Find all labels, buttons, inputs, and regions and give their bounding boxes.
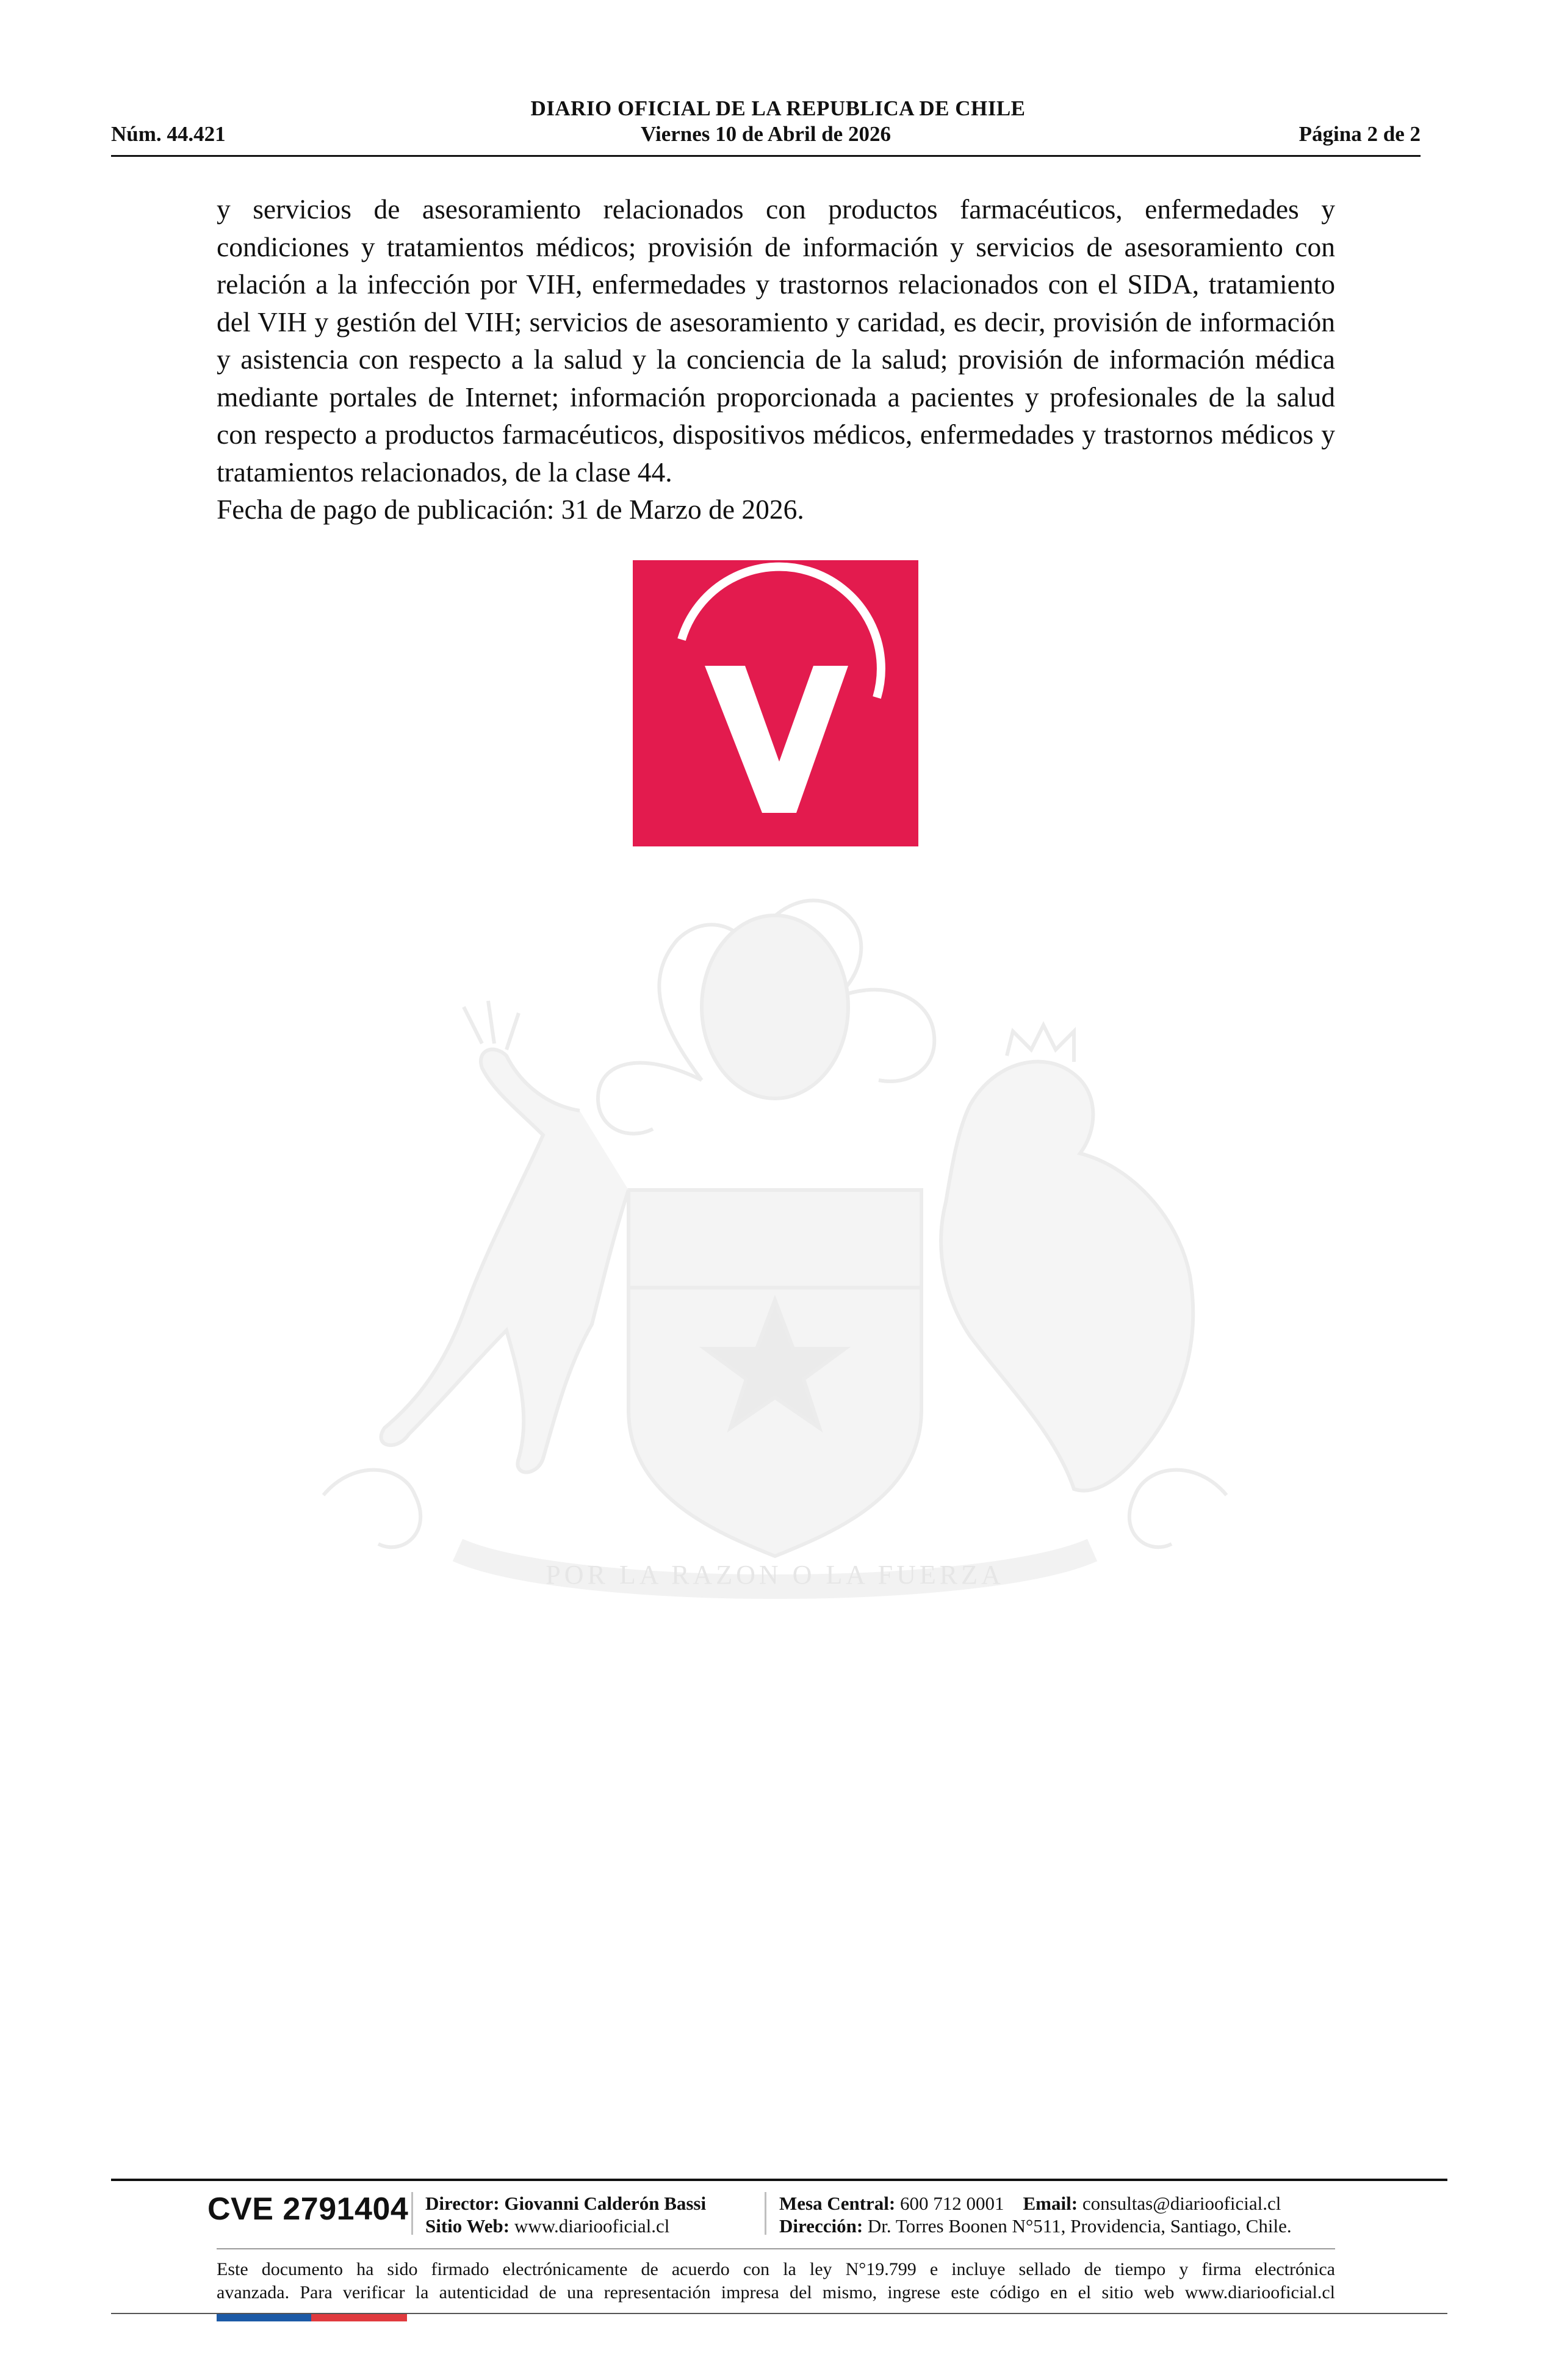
footer-divider-top xyxy=(111,2179,1447,2181)
footer-contact-block xyxy=(779,2192,1292,2237)
body-paragraph: y servicios de asesoramiento relacionados con productos farmacéuticos, enfermedades y condiciones y tratamientos médicos; provisión de información y servicios de asesoramiento con relación a la infección por VIH, enfermedades y trastornos relacionados con el SIDA, tratamiento del VIH y gestión del VIH; servicios de asesoramiento y caridad, es decir, provisión de información y asistencia con respecto a la salud y la conciencia de la salud; provisión de información médica mediante portales de Internet; información proporcionada a pacientes y profesionales de la salud con respecto a productos farmacéuticos, dispositivos médicos, enfermedades y trastornos médicos y tratamientos relacionados, de la clase 44. xyxy=(217,193,1335,488)
address-label: Dirección: xyxy=(779,2215,863,2237)
director-name: Giovanni Calderón Bassi xyxy=(504,2193,707,2214)
legal-line-2: avanzada. Para verificar la autenticidad de una representación impresa del mismo, ingrese este código en el sitio web www.diariooficial.cl xyxy=(217,2282,1335,2302)
issue-date: Viernes 10 de Abril de 2026 xyxy=(641,122,891,146)
footer-divider-mid xyxy=(217,2248,1335,2249)
publication-title: DIARIO OFICIAL DE LA REPUBLICA DE CHILE xyxy=(530,96,1026,120)
flag-stripe-red xyxy=(311,2314,407,2321)
footer-director-block xyxy=(425,2192,706,2237)
phone-label: Mesa Central: xyxy=(779,2193,896,2214)
footer-separator xyxy=(411,2192,413,2235)
email-label: Email: xyxy=(1023,2193,1078,2214)
issue-number: Núm. 44.421 xyxy=(111,122,226,146)
document-body xyxy=(217,190,1335,528)
header-divider xyxy=(111,155,1421,157)
director-label: Director: xyxy=(425,2193,500,2214)
payment-date: Fecha de pago de publicación: 31 de Marzo de 2026. xyxy=(217,494,804,525)
footer-separator xyxy=(765,2192,766,2235)
v-arc-logo-icon xyxy=(633,560,918,846)
website-label: Sitio Web: xyxy=(425,2215,510,2237)
watermark-motto: POR LA RAZON O LA FUERZA xyxy=(546,1560,1004,1590)
page-number: Página 2 de 2 xyxy=(1298,122,1421,146)
phone-number: 600 712 0001 xyxy=(900,2193,1004,2214)
legal-notice xyxy=(217,2258,1335,2304)
address-text: Dr. Torres Boonen N°511, Providencia, Santiago, Chile. xyxy=(867,2215,1292,2237)
website-link[interactable]: www.diariooficial.cl xyxy=(514,2215,670,2237)
email-link[interactable]: consultas@diariooficial.cl xyxy=(1082,2193,1281,2214)
legal-line-1: Este documento ha sido firmado electrónicamente de acuerdo con la ley N°19.799 e incluye sellado de tiempo y firma electrónica xyxy=(217,2259,1335,2279)
flag-stripe-blue xyxy=(217,2314,311,2321)
chile-coat-of-arms-icon xyxy=(201,848,1349,1672)
header-row xyxy=(111,122,1421,149)
cve-code: CVE 2791404 xyxy=(207,2191,409,2227)
